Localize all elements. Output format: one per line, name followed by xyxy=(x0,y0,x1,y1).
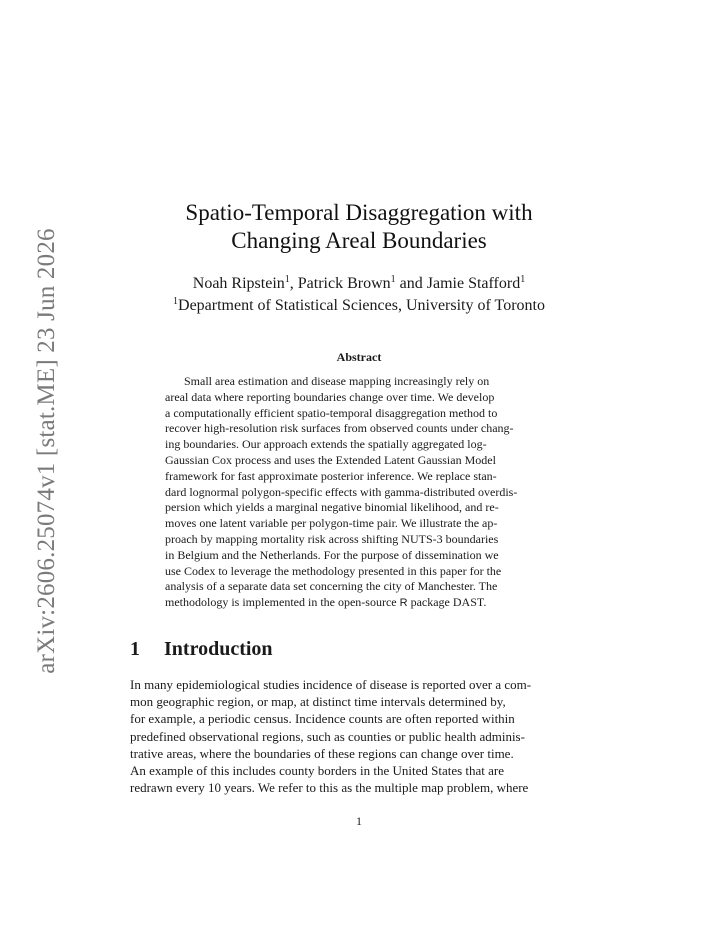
code-r-language: R xyxy=(399,597,408,610)
abstract-line: dard lognormal polygon-specific effects with gamma-distributed overdis- xyxy=(165,484,518,499)
abstract-line: persion which yields a marginal negative binomial likelihood, and re- xyxy=(165,500,499,515)
affiliation-marker: 1 xyxy=(173,296,179,307)
author-name: Jamie Stafford xyxy=(426,275,521,292)
author-name: Noah Ripstein xyxy=(192,275,285,292)
author-name: Patrick Brown xyxy=(297,275,391,292)
abstract-line: proach by mapping mortality risk across shifting NUTS-3 boundaries xyxy=(165,531,499,546)
section-heading-introduction xyxy=(130,638,273,661)
abstract-text: package DAST. xyxy=(407,595,487,610)
abstract-line xyxy=(165,595,553,612)
abstract-heading: Abstract xyxy=(336,350,382,364)
affiliation xyxy=(130,295,588,317)
page-number: 1 xyxy=(356,814,362,828)
body-line: In many epidemiological studies incidence of disease is reported over a com- xyxy=(130,677,532,692)
abstract-body xyxy=(165,374,553,612)
abstract-line: framework for fast approximate posterior inference. We replace stan- xyxy=(165,468,497,483)
body-line: trative areas, where the boundaries of these regions can change over time. xyxy=(130,745,514,761)
body-line: predefined observational regions, such as counties or public health adminis- xyxy=(130,728,525,744)
title-line: Changing Areal Boundaries xyxy=(231,228,487,253)
affiliation-text: Department of Statistical Sciences, University of Toronto xyxy=(178,297,545,314)
introduction-body xyxy=(130,676,588,796)
abstract-line: areal data where reporting boundaries change over time. We develop xyxy=(165,389,495,404)
body-line: redrawn every 10 years. We refer to this as the multiple map problem, where xyxy=(130,780,529,796)
abstract-line: a computationally efficient spatio-temporal disaggregation method to xyxy=(165,405,498,420)
author-list xyxy=(130,273,588,295)
arxiv-identifier-stamp: arXiv:2606.25074v1 [stat.ME] 23 Jun 2026 xyxy=(33,228,60,674)
abstract-line: Gaussian Cox process and uses the Extended Latent Gaussian Model xyxy=(165,452,496,467)
author-separator: and xyxy=(395,275,427,292)
section-title: Introduction xyxy=(164,638,273,660)
title-line: Spatio-Temporal Disaggregation with xyxy=(185,200,533,225)
section-number: 1 xyxy=(130,638,140,660)
abstract-text: methodology is implemented in the open-source xyxy=(165,595,400,610)
abstract-line: analysis of a separate data set concerning the city of Manchester. The xyxy=(165,579,498,594)
abstract-line: moves one latent variable per polygon-time pair. We illustrate the ap- xyxy=(165,516,498,531)
body-line: An example of this includes county borders in the United States that are xyxy=(130,763,505,779)
paper-title xyxy=(130,199,588,255)
body-line: for example, a periodic census. Incidence counts are often reported within xyxy=(130,711,515,727)
abstract-line: Small area estimation and disease mapping increasingly rely on xyxy=(184,374,490,388)
body-line: mon geographic region, or map, at distinct time intervals determined by, xyxy=(130,694,506,710)
abstract-line: ing boundaries. Our approach extends the spatially aggregated log- xyxy=(165,437,487,452)
affiliation-marker: 1 xyxy=(520,274,526,285)
affiliation-marker: 1 xyxy=(284,274,290,285)
affiliation-marker: 1 xyxy=(390,274,396,285)
author-separator: , xyxy=(289,275,298,292)
abstract-line: use Codex to leverage the methodology presented in this paper for the xyxy=(165,563,502,578)
abstract-line: in Belgium and the Netherlands. For the purpose of dissemination we xyxy=(165,547,499,562)
abstract-line: recover high-resolution risk surfaces from observed counts under chang- xyxy=(165,421,514,436)
